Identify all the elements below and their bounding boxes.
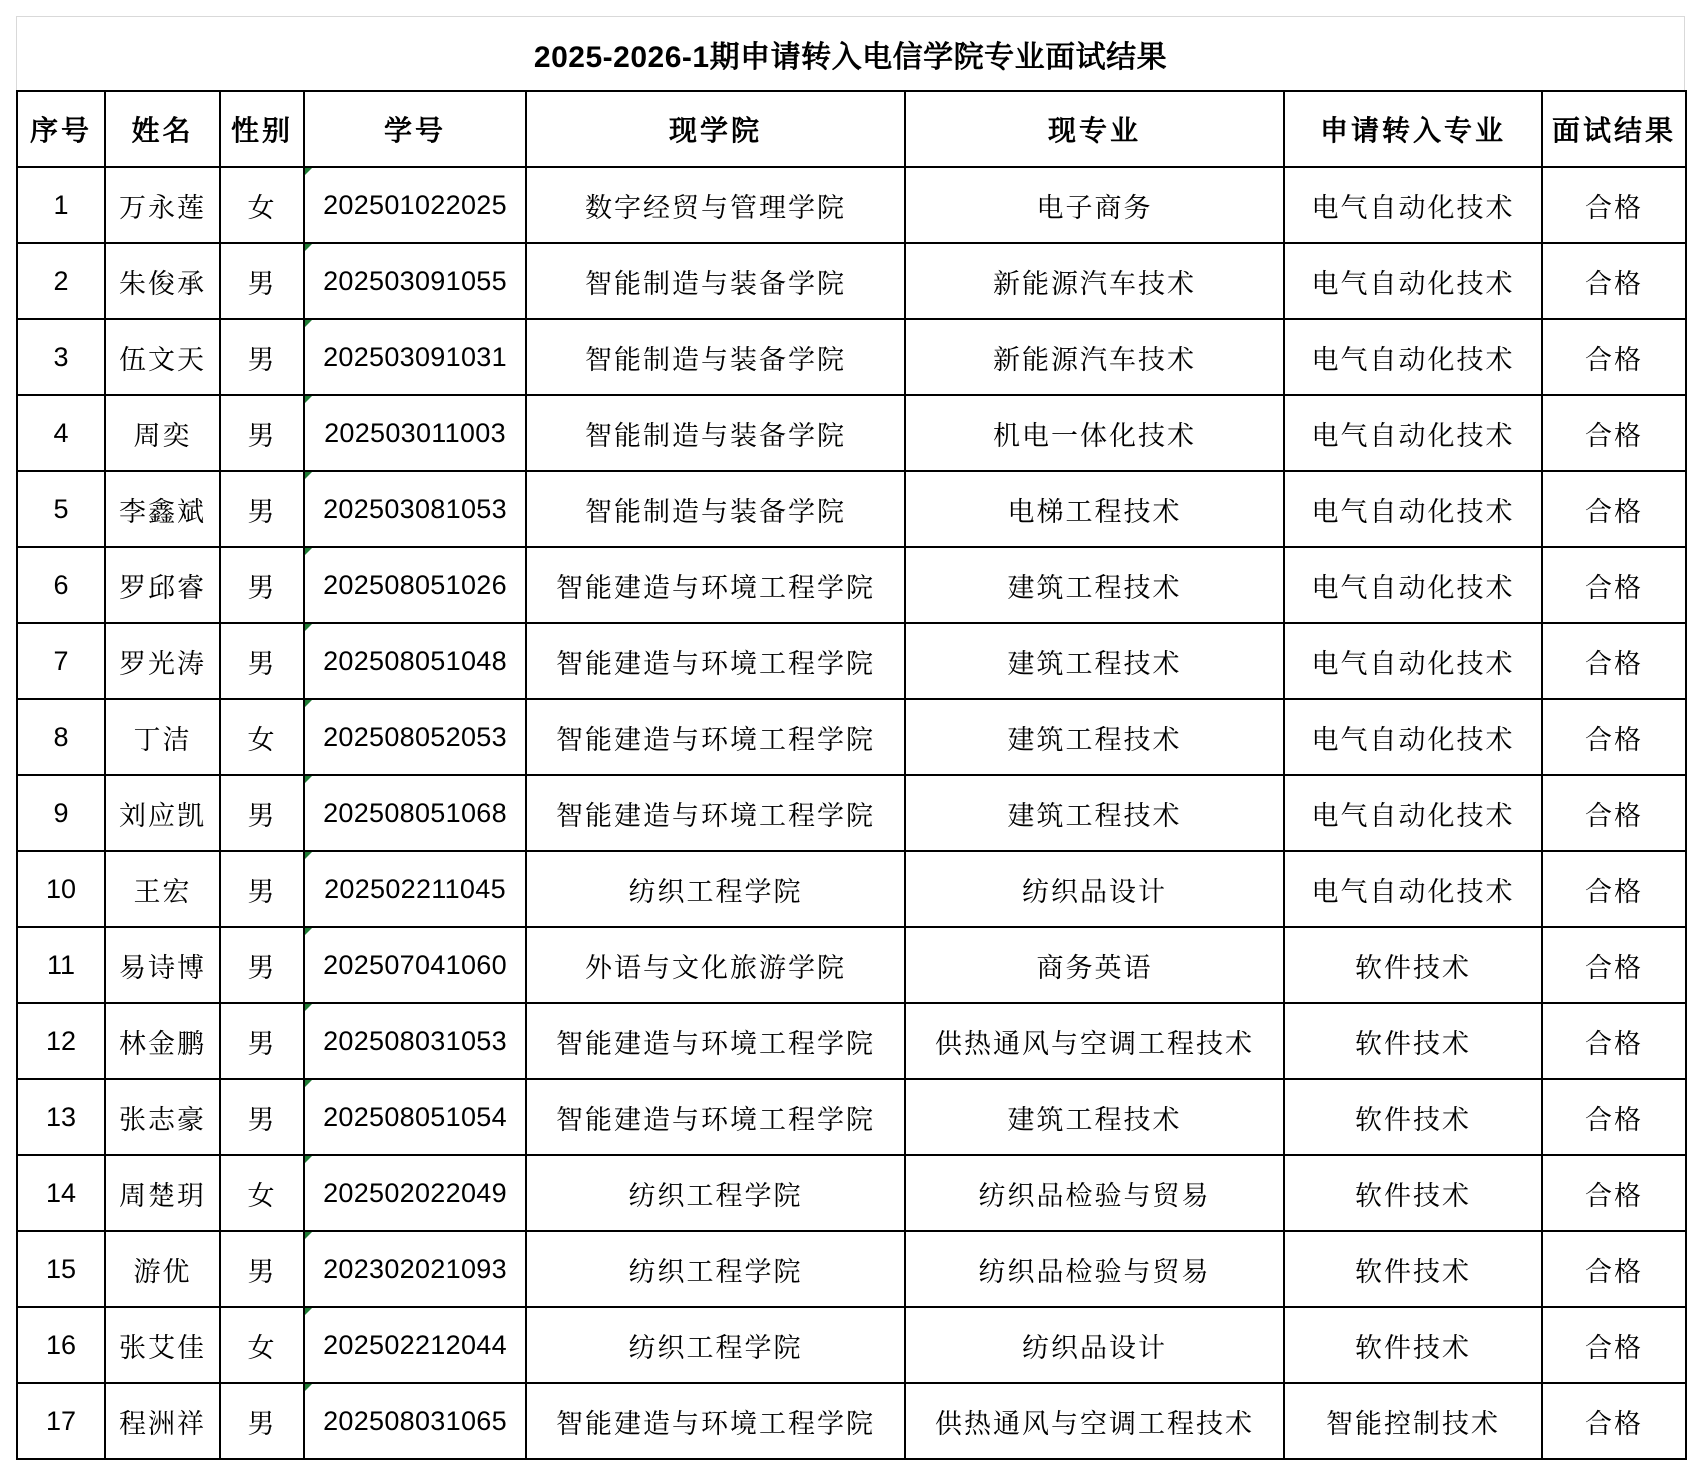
cell-target-major: 电气自动化技术 bbox=[1284, 471, 1542, 547]
cell-gender: 男 bbox=[220, 319, 304, 395]
cell-no: 16 bbox=[17, 1307, 105, 1383]
cell-target-major: 电气自动化技术 bbox=[1284, 851, 1542, 927]
cell-college: 智能制造与装备学院 bbox=[526, 471, 905, 547]
cell-gender: 男 bbox=[220, 1003, 304, 1079]
cell-name: 王宏 bbox=[105, 851, 220, 927]
cell-result: 合格 bbox=[1542, 1231, 1686, 1307]
cell-target-major: 软件技术 bbox=[1284, 1079, 1542, 1155]
column-header-no: 序号 bbox=[17, 91, 105, 167]
cell-student-id: 202503091055 bbox=[304, 243, 526, 319]
cell-student-id: 202508052053 bbox=[304, 699, 526, 775]
cell-result: 合格 bbox=[1542, 851, 1686, 927]
cell-major: 建筑工程技术 bbox=[905, 699, 1284, 775]
cell-college: 智能建造与环境工程学院 bbox=[526, 547, 905, 623]
table-row bbox=[17, 319, 1686, 395]
cell-target-major: 电气自动化技术 bbox=[1284, 623, 1542, 699]
page-title: 2025-2026-1期申请转入电信学院专业面试结果 bbox=[533, 40, 1168, 74]
cell-student-id: 202503011003 bbox=[304, 395, 526, 471]
cell-target-major: 软件技术 bbox=[1284, 1003, 1542, 1079]
cell-gender: 女 bbox=[220, 1307, 304, 1383]
table-row bbox=[17, 1231, 1686, 1307]
cell-result: 合格 bbox=[1542, 395, 1686, 471]
cell-major: 新能源汽车技术 bbox=[905, 319, 1284, 395]
cell-result: 合格 bbox=[1542, 1307, 1686, 1383]
cell-result: 合格 bbox=[1542, 1383, 1686, 1459]
cell-name: 易诗博 bbox=[105, 927, 220, 1003]
cell-student-id: 202503091031 bbox=[304, 319, 526, 395]
table-row bbox=[17, 623, 1686, 699]
cell-student-id: 202501022025 bbox=[304, 167, 526, 243]
cell-gender: 男 bbox=[220, 623, 304, 699]
cell-college: 外语与文化旅游学院 bbox=[526, 927, 905, 1003]
cell-college: 智能制造与装备学院 bbox=[526, 395, 905, 471]
cell-major: 纺织品设计 bbox=[905, 1307, 1284, 1383]
cell-result: 合格 bbox=[1542, 1155, 1686, 1231]
cell-name: 程洲祥 bbox=[105, 1383, 220, 1459]
cell-student-id: 202502212044 bbox=[304, 1307, 526, 1383]
column-header-name: 姓名 bbox=[105, 91, 220, 167]
cell-major: 供热通风与空调工程技术 bbox=[905, 1383, 1284, 1459]
cell-no: 1 bbox=[17, 167, 105, 243]
table-row bbox=[17, 927, 1686, 1003]
cell-college: 智能建造与环境工程学院 bbox=[526, 1079, 905, 1155]
sheet-title-cell bbox=[16, 16, 1685, 90]
cell-no: 17 bbox=[17, 1383, 105, 1459]
cell-college: 数字经贸与管理学院 bbox=[526, 167, 905, 243]
table-row bbox=[17, 699, 1686, 775]
cell-student-id: 202508031053 bbox=[304, 1003, 526, 1079]
cell-result: 合格 bbox=[1542, 927, 1686, 1003]
cell-target-major: 电气自动化技术 bbox=[1284, 167, 1542, 243]
cell-gender: 男 bbox=[220, 395, 304, 471]
cell-college: 智能建造与环境工程学院 bbox=[526, 1383, 905, 1459]
table-row bbox=[17, 1383, 1686, 1459]
cell-no: 15 bbox=[17, 1231, 105, 1307]
cell-name: 林金鹏 bbox=[105, 1003, 220, 1079]
column-header-target-major: 申请转入专业 bbox=[1284, 91, 1542, 167]
cell-student-id: 202508051026 bbox=[304, 547, 526, 623]
table-row bbox=[17, 471, 1686, 547]
cell-major: 供热通风与空调工程技术 bbox=[905, 1003, 1284, 1079]
cell-student-id: 202507041060 bbox=[304, 927, 526, 1003]
cell-result: 合格 bbox=[1542, 1003, 1686, 1079]
cell-major: 电梯工程技术 bbox=[905, 471, 1284, 547]
cell-college: 纺织工程学院 bbox=[526, 1307, 905, 1383]
table-row bbox=[17, 167, 1686, 243]
cell-student-id: 202503081053 bbox=[304, 471, 526, 547]
table-row bbox=[17, 1307, 1686, 1383]
cell-target-major: 软件技术 bbox=[1284, 1155, 1542, 1231]
table-row bbox=[17, 243, 1686, 319]
cell-name: 丁洁 bbox=[105, 699, 220, 775]
cell-gender: 男 bbox=[220, 1383, 304, 1459]
cell-target-major: 电气自动化技术 bbox=[1284, 243, 1542, 319]
cell-student-id: 202502022049 bbox=[304, 1155, 526, 1231]
cell-major: 电子商务 bbox=[905, 167, 1284, 243]
column-header-result: 面试结果 bbox=[1542, 91, 1686, 167]
cell-target-major: 电气自动化技术 bbox=[1284, 775, 1542, 851]
cell-college: 智能制造与装备学院 bbox=[526, 243, 905, 319]
cell-no: 14 bbox=[17, 1155, 105, 1231]
table-row bbox=[17, 395, 1686, 471]
table-body bbox=[17, 167, 1686, 1459]
cell-name: 周楚玥 bbox=[105, 1155, 220, 1231]
cell-no: 8 bbox=[17, 699, 105, 775]
cell-gender: 男 bbox=[220, 775, 304, 851]
cell-name: 伍文天 bbox=[105, 319, 220, 395]
table-row bbox=[17, 1003, 1686, 1079]
table-row bbox=[17, 775, 1686, 851]
cell-no: 13 bbox=[17, 1079, 105, 1155]
cell-gender: 男 bbox=[220, 1079, 304, 1155]
cell-target-major: 智能控制技术 bbox=[1284, 1383, 1542, 1459]
cell-gender: 女 bbox=[220, 699, 304, 775]
cell-name: 张志豪 bbox=[105, 1079, 220, 1155]
cell-gender: 男 bbox=[220, 547, 304, 623]
cell-student-id: 202508051054 bbox=[304, 1079, 526, 1155]
cell-college: 智能建造与环境工程学院 bbox=[526, 699, 905, 775]
table-row bbox=[17, 851, 1686, 927]
table-row bbox=[17, 1155, 1686, 1231]
cell-student-id: 202302021093 bbox=[304, 1231, 526, 1307]
cell-target-major: 软件技术 bbox=[1284, 1307, 1542, 1383]
cell-target-major: 电气自动化技术 bbox=[1284, 395, 1542, 471]
cell-name: 朱俊承 bbox=[105, 243, 220, 319]
cell-college: 智能建造与环境工程学院 bbox=[526, 623, 905, 699]
cell-no: 3 bbox=[17, 319, 105, 395]
cell-college: 纺织工程学院 bbox=[526, 851, 905, 927]
cell-major: 纺织品检验与贸易 bbox=[905, 1155, 1284, 1231]
cell-result: 合格 bbox=[1542, 623, 1686, 699]
cell-gender: 女 bbox=[220, 1155, 304, 1231]
column-header-major: 现专业 bbox=[905, 91, 1284, 167]
cell-name: 张艾佳 bbox=[105, 1307, 220, 1383]
cell-result: 合格 bbox=[1542, 775, 1686, 851]
cell-student-id: 202502211045 bbox=[304, 851, 526, 927]
cell-gender: 男 bbox=[220, 851, 304, 927]
cell-gender: 男 bbox=[220, 243, 304, 319]
cell-student-id: 202508051048 bbox=[304, 623, 526, 699]
cell-no: 2 bbox=[17, 243, 105, 319]
column-header-college: 现学院 bbox=[526, 91, 905, 167]
cell-major: 机电一体化技术 bbox=[905, 395, 1284, 471]
cell-gender: 男 bbox=[220, 1231, 304, 1307]
table-row bbox=[17, 547, 1686, 623]
cell-student-id: 202508051068 bbox=[304, 775, 526, 851]
cell-major: 建筑工程技术 bbox=[905, 547, 1284, 623]
cell-no: 5 bbox=[17, 471, 105, 547]
cell-no: 12 bbox=[17, 1003, 105, 1079]
cell-gender: 男 bbox=[220, 927, 304, 1003]
spreadsheet-sheet bbox=[16, 16, 1685, 1460]
cell-target-major: 电气自动化技术 bbox=[1284, 547, 1542, 623]
cell-name: 刘应凯 bbox=[105, 775, 220, 851]
cell-result: 合格 bbox=[1542, 243, 1686, 319]
cell-result: 合格 bbox=[1542, 1079, 1686, 1155]
cell-college: 智能制造与装备学院 bbox=[526, 319, 905, 395]
cell-college: 纺织工程学院 bbox=[526, 1231, 905, 1307]
cell-result: 合格 bbox=[1542, 699, 1686, 775]
cell-no: 10 bbox=[17, 851, 105, 927]
table-header-row bbox=[17, 91, 1686, 167]
cell-target-major: 软件技术 bbox=[1284, 1231, 1542, 1307]
cell-major: 建筑工程技术 bbox=[905, 775, 1284, 851]
cell-result: 合格 bbox=[1542, 319, 1686, 395]
results-table bbox=[16, 90, 1687, 1460]
cell-result: 合格 bbox=[1542, 167, 1686, 243]
cell-no: 9 bbox=[17, 775, 105, 851]
cell-major: 商务英语 bbox=[905, 927, 1284, 1003]
cell-no: 4 bbox=[17, 395, 105, 471]
cell-name: 万永莲 bbox=[105, 167, 220, 243]
cell-college: 智能建造与环境工程学院 bbox=[526, 775, 905, 851]
cell-major: 纺织品检验与贸易 bbox=[905, 1231, 1284, 1307]
cell-no: 7 bbox=[17, 623, 105, 699]
cell-result: 合格 bbox=[1542, 471, 1686, 547]
cell-name: 罗光涛 bbox=[105, 623, 220, 699]
cell-name: 游优 bbox=[105, 1231, 220, 1307]
cell-target-major: 软件技术 bbox=[1284, 927, 1542, 1003]
cell-name: 李鑫斌 bbox=[105, 471, 220, 547]
column-header-gender: 性别 bbox=[220, 91, 304, 167]
cell-college: 智能建造与环境工程学院 bbox=[526, 1003, 905, 1079]
cell-target-major: 电气自动化技术 bbox=[1284, 699, 1542, 775]
cell-major: 建筑工程技术 bbox=[905, 1079, 1284, 1155]
cell-target-major: 电气自动化技术 bbox=[1284, 319, 1542, 395]
cell-gender: 男 bbox=[220, 471, 304, 547]
cell-gender: 女 bbox=[220, 167, 304, 243]
cell-no: 6 bbox=[17, 547, 105, 623]
cell-name: 周奕 bbox=[105, 395, 220, 471]
column-header-student-id: 学号 bbox=[304, 91, 526, 167]
cell-major: 纺织品设计 bbox=[905, 851, 1284, 927]
cell-major: 新能源汽车技术 bbox=[905, 243, 1284, 319]
cell-student-id: 202508031065 bbox=[304, 1383, 526, 1459]
table-row bbox=[17, 1079, 1686, 1155]
cell-name: 罗邱睿 bbox=[105, 547, 220, 623]
cell-result: 合格 bbox=[1542, 547, 1686, 623]
cell-no: 11 bbox=[17, 927, 105, 1003]
cell-major: 建筑工程技术 bbox=[905, 623, 1284, 699]
cell-college: 纺织工程学院 bbox=[526, 1155, 905, 1231]
